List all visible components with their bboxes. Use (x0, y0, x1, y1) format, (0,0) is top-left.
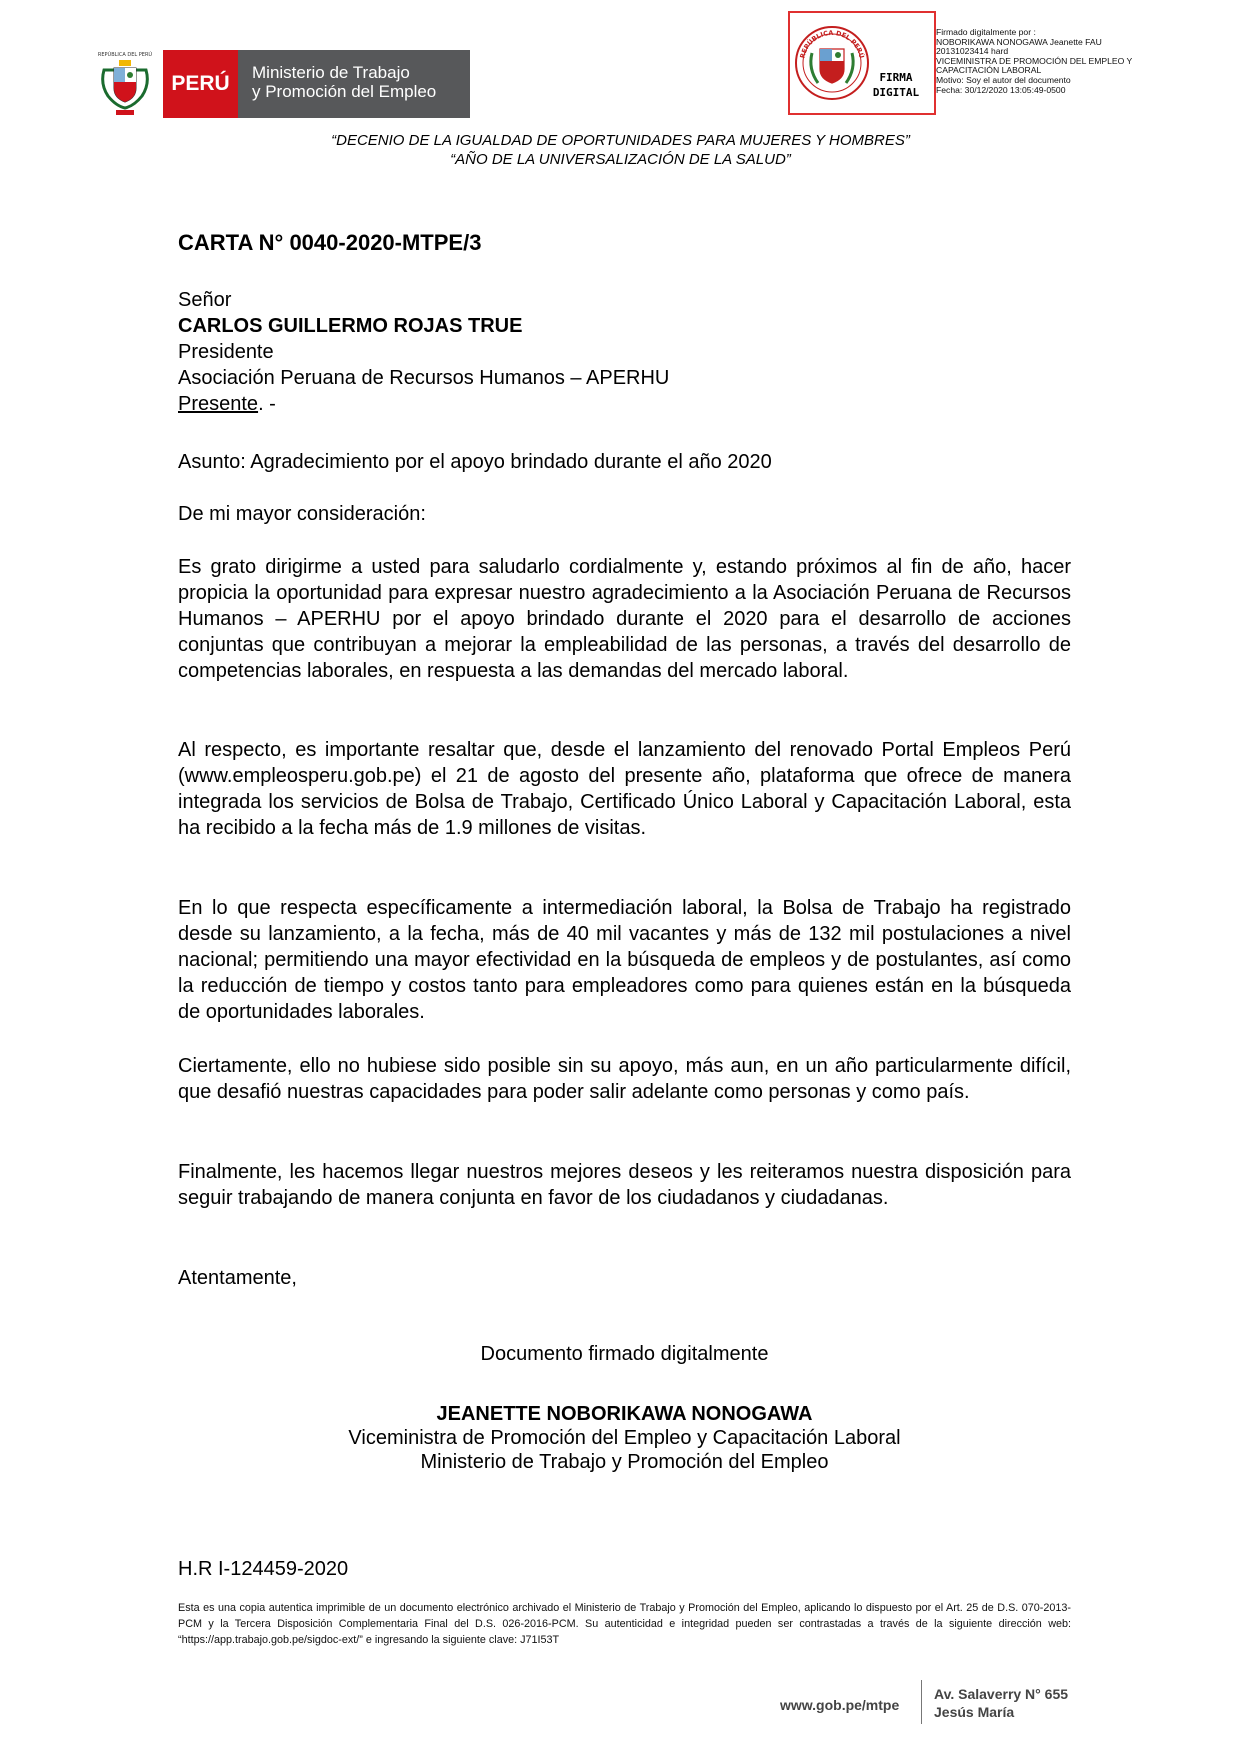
greeting: De mi mayor consideración: (178, 503, 426, 525)
sig-info-line: CAPACITACIÓN LABORAL (936, 65, 1042, 76)
presente: Presente (178, 393, 259, 415)
firma-digital-label (860, 70, 932, 100)
stamp-line-2: DIGITAL (872, 86, 920, 99)
closing: Atentamente, (178, 1267, 297, 1289)
recipient-name: CARLOS GUILLERMO ROJAS TRUE (178, 315, 523, 337)
svg-text:REPÚBLICA DEL PERÚ: REPÚBLICA DEL PERÚ (97, 52, 153, 58)
signer-institution: Ministerio de Trabajo y Promoción del Empleo (420, 1451, 829, 1473)
footer-divider (921, 1680, 922, 1724)
signer-position: Viceministra de Promoción del Empleo y Capacitación Laboral (348, 1427, 901, 1449)
paragraph-4: Ciertamente, ello no hubiese sido posible sin su apoyo, más aun, en un año particularmente difícil, que desafió nuestras capacidades para poder salir adelante como personas y como país. (178, 1055, 1071, 1103)
sig-info-line: VICEMINISTRA DE PROMOCIÓN DEL EMPLEO Y (936, 55, 1133, 66)
recipient-org: Asociación Peruana de Recursos Humanos – APERHU (178, 367, 670, 389)
decenio-line-1: “DECENIO DE LA IGUALDAD DE OPORTUNIDADES PARA MUJERES Y HOMBRES” (331, 132, 910, 149)
signer-name: JEANETTE NOBORIKAWA NONOGAWA (436, 1403, 813, 1425)
sig-info-line: Fecha: 30/12/2020 13:05:49-0500 (936, 84, 1066, 95)
footer-website: www.gob.pe/mtpe (780, 1697, 900, 1713)
subject-line: Asunto: Agradecimiento por el apoyo brindado durante el año 2020 (178, 451, 772, 473)
address-line-2: Jesús María (934, 1704, 1015, 1720)
national-coat-of-arms-icon (96, 48, 154, 118)
decenio-header (0, 131, 1241, 169)
stamp-line-1: FIRMA (879, 71, 913, 84)
salutation: Señor (178, 289, 232, 311)
paragraph-2: Al respecto, es importante resaltar que, desde el lanzamiento del renovado Portal Empleos Perú (www.empleosperu.gob.pe) el 21 de agosto del presente año, plataforma que ofrece de manera integrada los servicios de Bolsa de Trabajo, Certificado Único Laboral y Capacitación Laboral, esta ha recibido a la fecha más de 1.9 millones de visitas. (178, 739, 1071, 839)
presente-line (178, 391, 1071, 417)
presente-suffix: . - (258, 393, 276, 415)
sig-info-line: NOBORIKAWA NONOGAWA Jeanette FAU (936, 36, 1102, 47)
letter-number: CARTA N° 0040-2020-MTPE/3 (178, 230, 482, 255)
ministry-line-2: y Promoción del Empleo (252, 82, 437, 101)
signature-metadata (936, 28, 1236, 95)
peru-logo-label: PERÚ (163, 50, 238, 118)
hoja-de-ruta: H.R I-124459-2020 (178, 1558, 349, 1580)
signature-note: Documento firmado digitalmente (480, 1343, 769, 1365)
sig-info-line: Firmado digitalmente por : (936, 27, 1036, 37)
sig-info-line: Motivo: Soy el autor del documento (936, 74, 1071, 85)
recipient-title: Presidente (178, 341, 274, 363)
paragraph-1: Es grato dirigirme a usted para saludarlo cordialmente y, estando próximos al fin de año, hacer propicia la oportunidad para expresar nuestro agradecimiento a la Asociación Peruana de Recursos Humanos – APERHU por el apoyo brindado durante el 2020 para el desarrollo de acciones conjuntas que contribuyan a mejorar la empleabilidad de las personas, a través del desarrollo de competencias laborales, en respuesta a las demandas del mercado laboral. (178, 556, 1071, 682)
seal-caption: REPÚBLICA DEL PERÚ (798, 28, 866, 60)
sig-info-line: 20131023414 hard (936, 46, 1009, 57)
recipient-block (178, 287, 1071, 417)
footer-address (934, 1685, 1068, 1721)
signature-block (178, 1342, 1071, 1474)
address-line-1: Av. Salaverry N° 655 (934, 1686, 1069, 1702)
authenticity-note: Esta es una copia autentica imprimible de un documento electrónico archivado el Ministerio de Trabajo y Promoción del Empleo, aplicando lo dispuesto por el Art. 25 de D.S. 070-2013-PCM y la Tercera Disposición Complementaria Final del D.S. 026-2016-PCM. Su autenticidad e integridad pueden ser contrastadas a través de la siguiente dirección web: “https://app.trabajo.gob.pe/sigdoc-ext/” e ingresando la siguiente clave: J71I53T (178, 1602, 1071, 1646)
paragraph-5: Finalmente, les hacemos llegar nuestros mejores deseos y les reiteramos nuestra disposición para seguir trabajando de manera conjunta en favor de los ciudadanos y ciudadanas. (178, 1161, 1071, 1209)
ministry-line-1: Ministerio de Trabajo (252, 63, 410, 82)
paragraph-3: En lo que respecta específicamente a intermediación laboral, la Bolsa de Trabajo ha registrado desde su lanzamiento, a la fecha, más de 40 mil vacantes y más de 132 mil postulaciones a nivel nacional; permitiendo una mayor efectividad en la búsqueda de empleos y de postulantes, así como la reducción de tiempo y costos tanto para empleadores como para quienes están en la búsqueda de oportunidades laborales. (178, 897, 1071, 1023)
ministry-logo-label (238, 50, 470, 118)
decenio-line-2: “AÑO DE LA UNIVERSALIZACIÓN DE LA SALUD” (450, 151, 791, 168)
